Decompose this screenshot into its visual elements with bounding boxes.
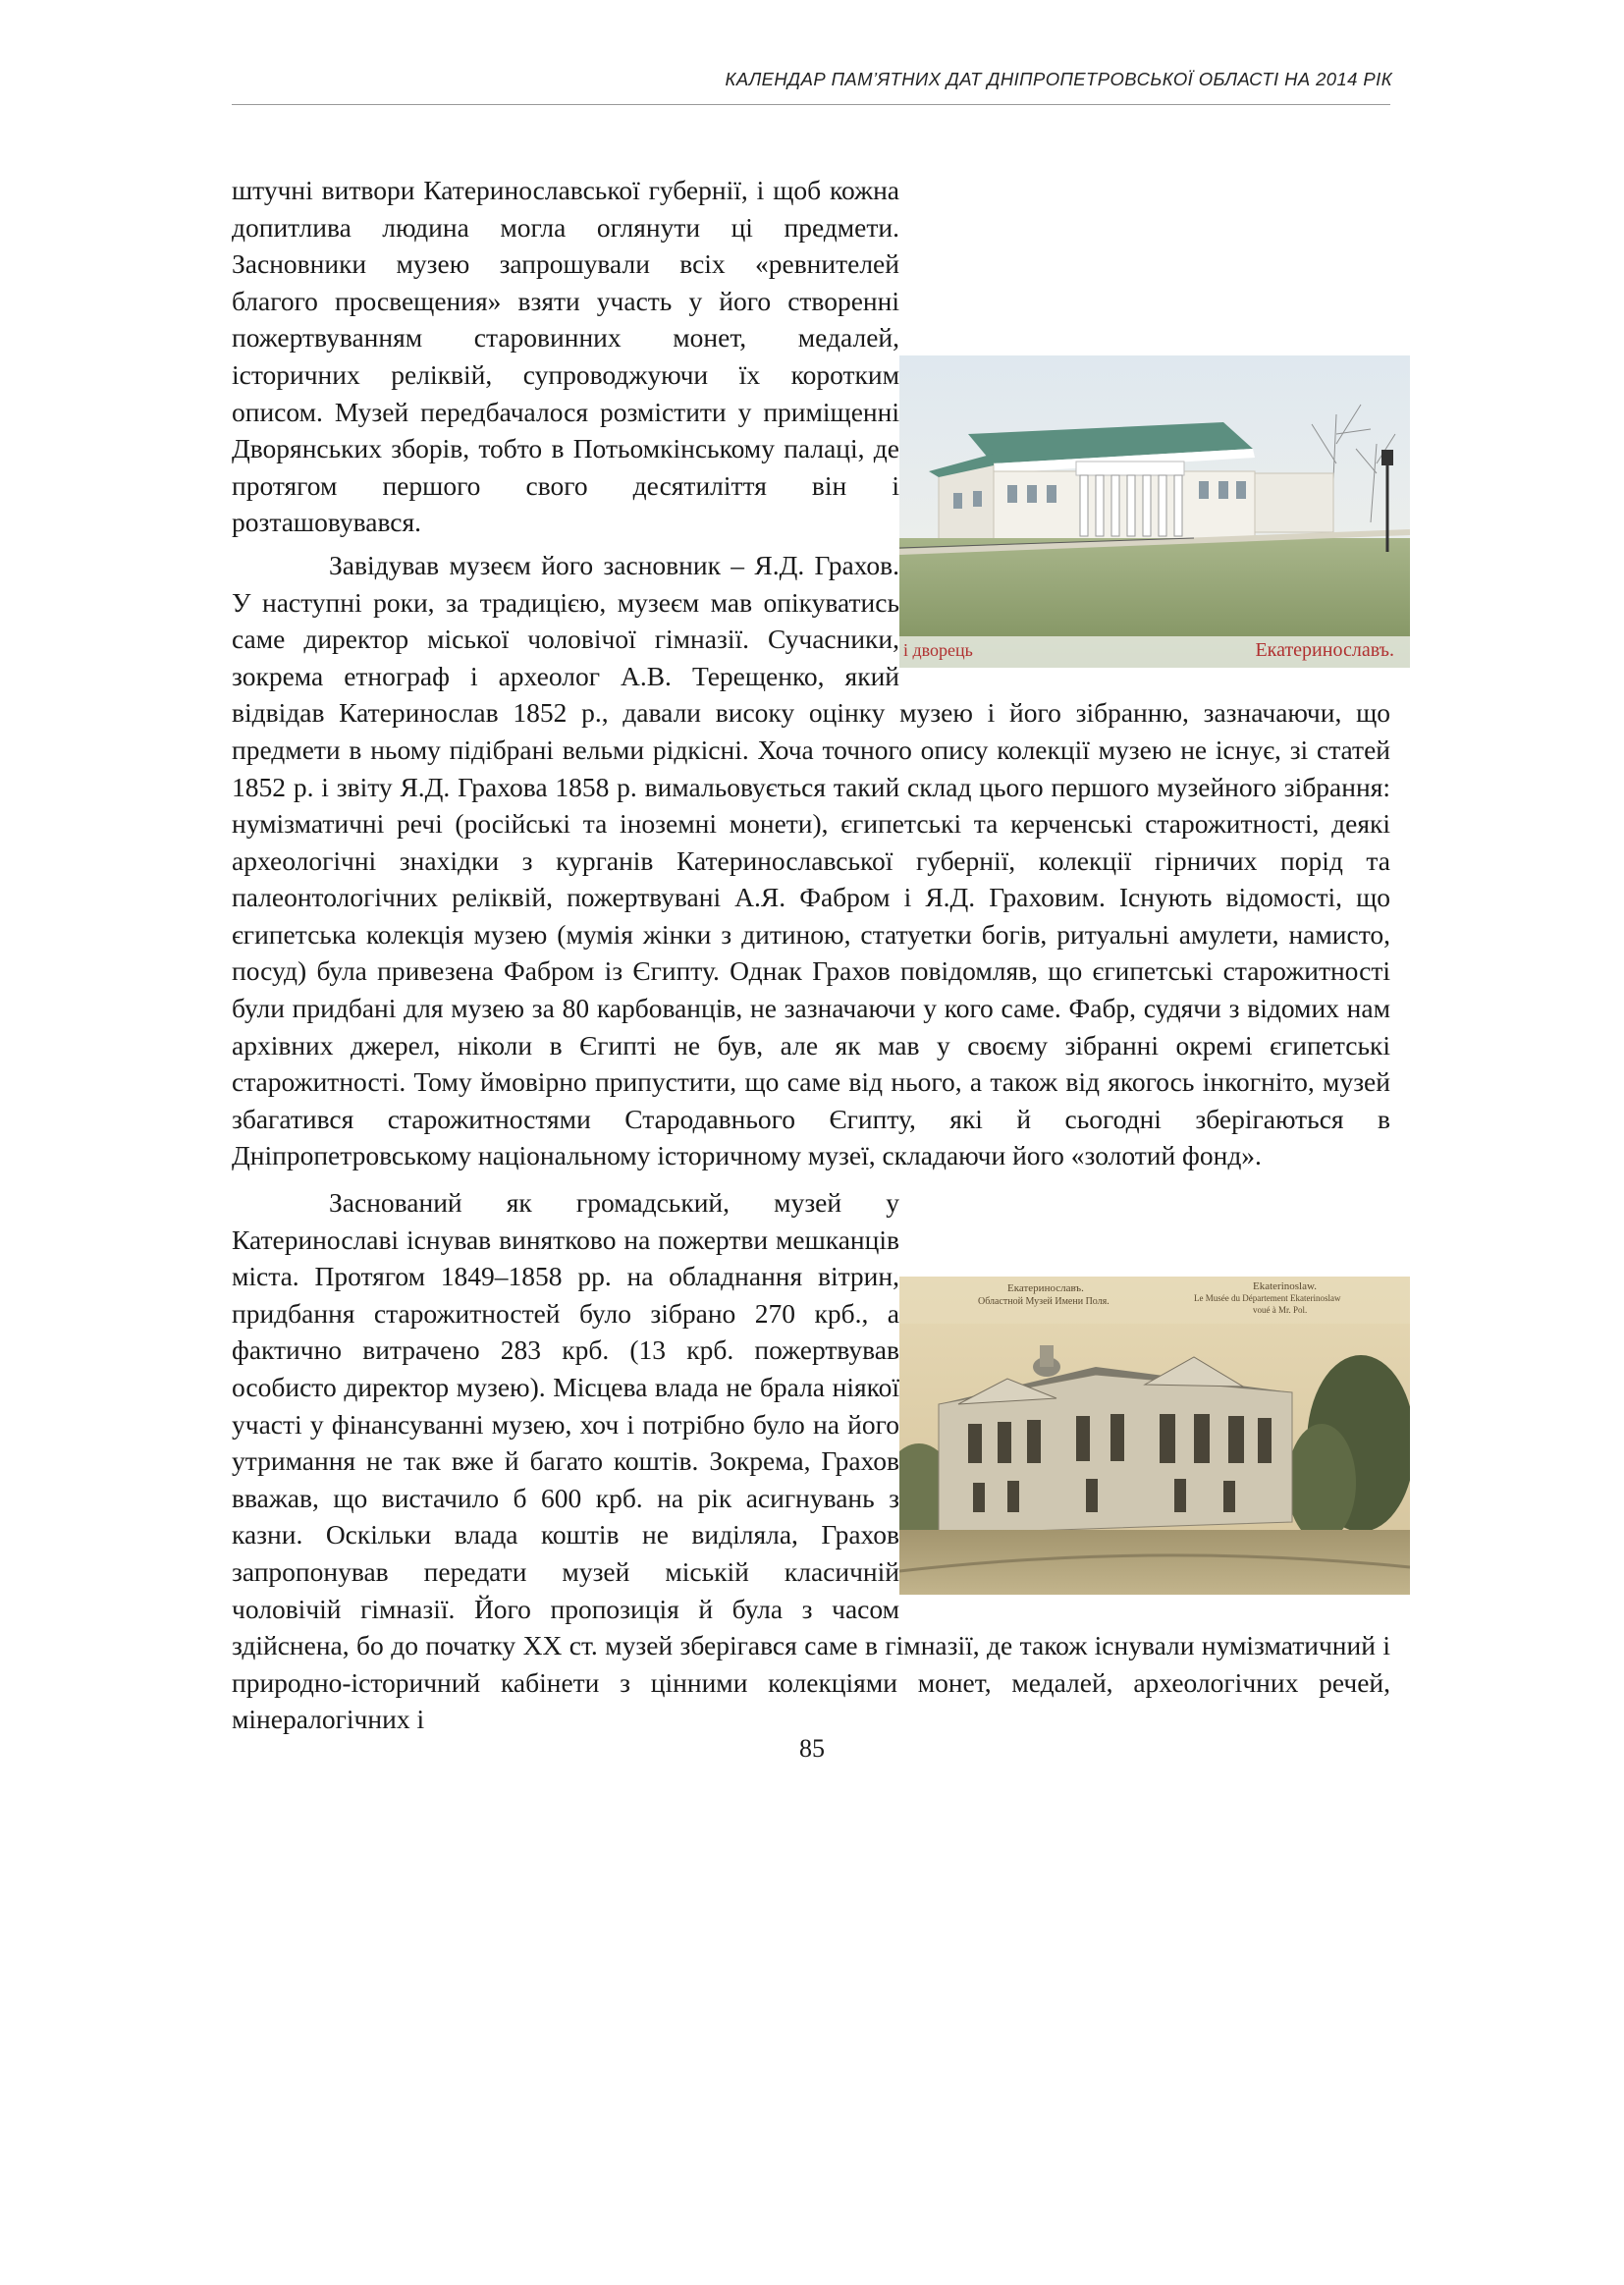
figure1-caption-right: Екатеринославъ. (1255, 639, 1394, 661)
running-header: КАЛЕНДАР ПАМ’ЯТНИХ ДАТ ДНІПРОПЕТРОВСЬКОЇ ОБЛАСТІ НА 2014 РІК (725, 69, 1392, 89)
figure2-title-right-2: Le Musée du Département Ekaterinoslaw (1194, 1293, 1341, 1303)
page-number: 85 (799, 1734, 825, 1763)
paragraph-2: Завідував музеєм його засновник – Я.Д. Грахов. У наступні роки, за традицією, музеєм мав опікуватись саме директор міської чоловічої гімназії. Сучасники, зокрема етнограф і археолог А.В. Терещенко, який відвідав Катеринослав 1852 р., давали високу оцінку музею і його зібранню, зазначаючи, що предмети в ньому підібрані вельми рідкісні. Хоча точного опису колекції музею не існує, зі статей 1852 р. і звіту Я.Д. Грахова 1858 р. вимальовується такий склад цього першого музейного зібрання: нумізматичні речі (російські та іноземні монети), єгипетські та керченські старожитності, деякі археологічні знахідки з курганів Катеринославської губернії, колекції гірничих порід та палеонтологічних реліквій, пожертвувані А.Я. Фабром і Я.Д. Граховим. Існують відомості, що єгипетська колекція музею (мумія жінки з дитиною, статуетки богів, ритуальні амулети, намисто, посуд) була привезена Фабром із Єгипту. Однак Грахов повідомляв, що єгипетські старожитності були придбані для музею за 80 карбованців, не зазначаючи у кого саме. Фабр, судячи з відомих нам архівних джерел, ніколи в Єгипті не був, але як мав у своєму зібранні окремі єгипетські старожитності. Тому ймовірно припустити, що саме від нього, а також від якогось інкогніто, музей збагатився старожитностями Стародавнього Єгипту, які й сьогодні зберігаються в Дніпропетровському національному історичному музеї, складаючи його «золотий фонд». (232, 549, 1390, 1171)
figure2-title-left-2: Областной Музей Имени Поля. (978, 1296, 1110, 1307)
header-divider (232, 104, 1390, 105)
paragraph-1: штучні витвори Катеринославської губернії, і щоб кожна допитлива людина могла оглянути ці предмети. Засновники музею запрошували всіх «ревнителей благого просвещения» взяти участь у його створенні пожертвуванням старовинних монет, медалей, історичних реліквій, супроводжуючи їх коротким описом. Музей передбачалося розмістити у приміщенні Дворянських зборів, тобто в Потьомкінському палаці, де протягом першого свого десятиліття він і розташовувався. (232, 175, 899, 538)
body-text (232, 172, 1390, 1738)
figure1-caption-left: і дворець (903, 640, 973, 660)
figure2-title-left-1: Екатеринославъ. (1007, 1282, 1084, 1294)
figure2-title-right-3: voué à Mr. Pol. (1253, 1305, 1308, 1315)
figure2-title-right-1: Ekaterinoslaw. (1253, 1280, 1317, 1292)
paragraph-3: Заснований як громадський, музей у Катеринославі існував винятково на пожертви мешканців міста. Протягом 1849–1858 рр. на обладнання вітрин, придбання старожитностей було зібрано 270 крб., а фактично витрачено 283 крб. (13 крб. пожертвував особисто директор музею). Місцева влада не брала ніякої участі у фінансуванні музею, хоч і потрібно було на його утримання не так вже й багато коштів. Зокрема, Грахов вважав, що вистачило б 600 крб. на рік асигнувань з казни. Оскільки влада коштів не виділяла, Грахов запропонував передати музей міській класичній чоловічій гімназії. Його пропозиція й була з часом здійснена, бо до початку XX ст. музей зберігався саме в гімназії, де також існували нумізматичний і природно-історичний кабінети з цінними колекціями монет, медалей, археологічних речей, мінералогічних і (232, 1187, 1390, 1735)
